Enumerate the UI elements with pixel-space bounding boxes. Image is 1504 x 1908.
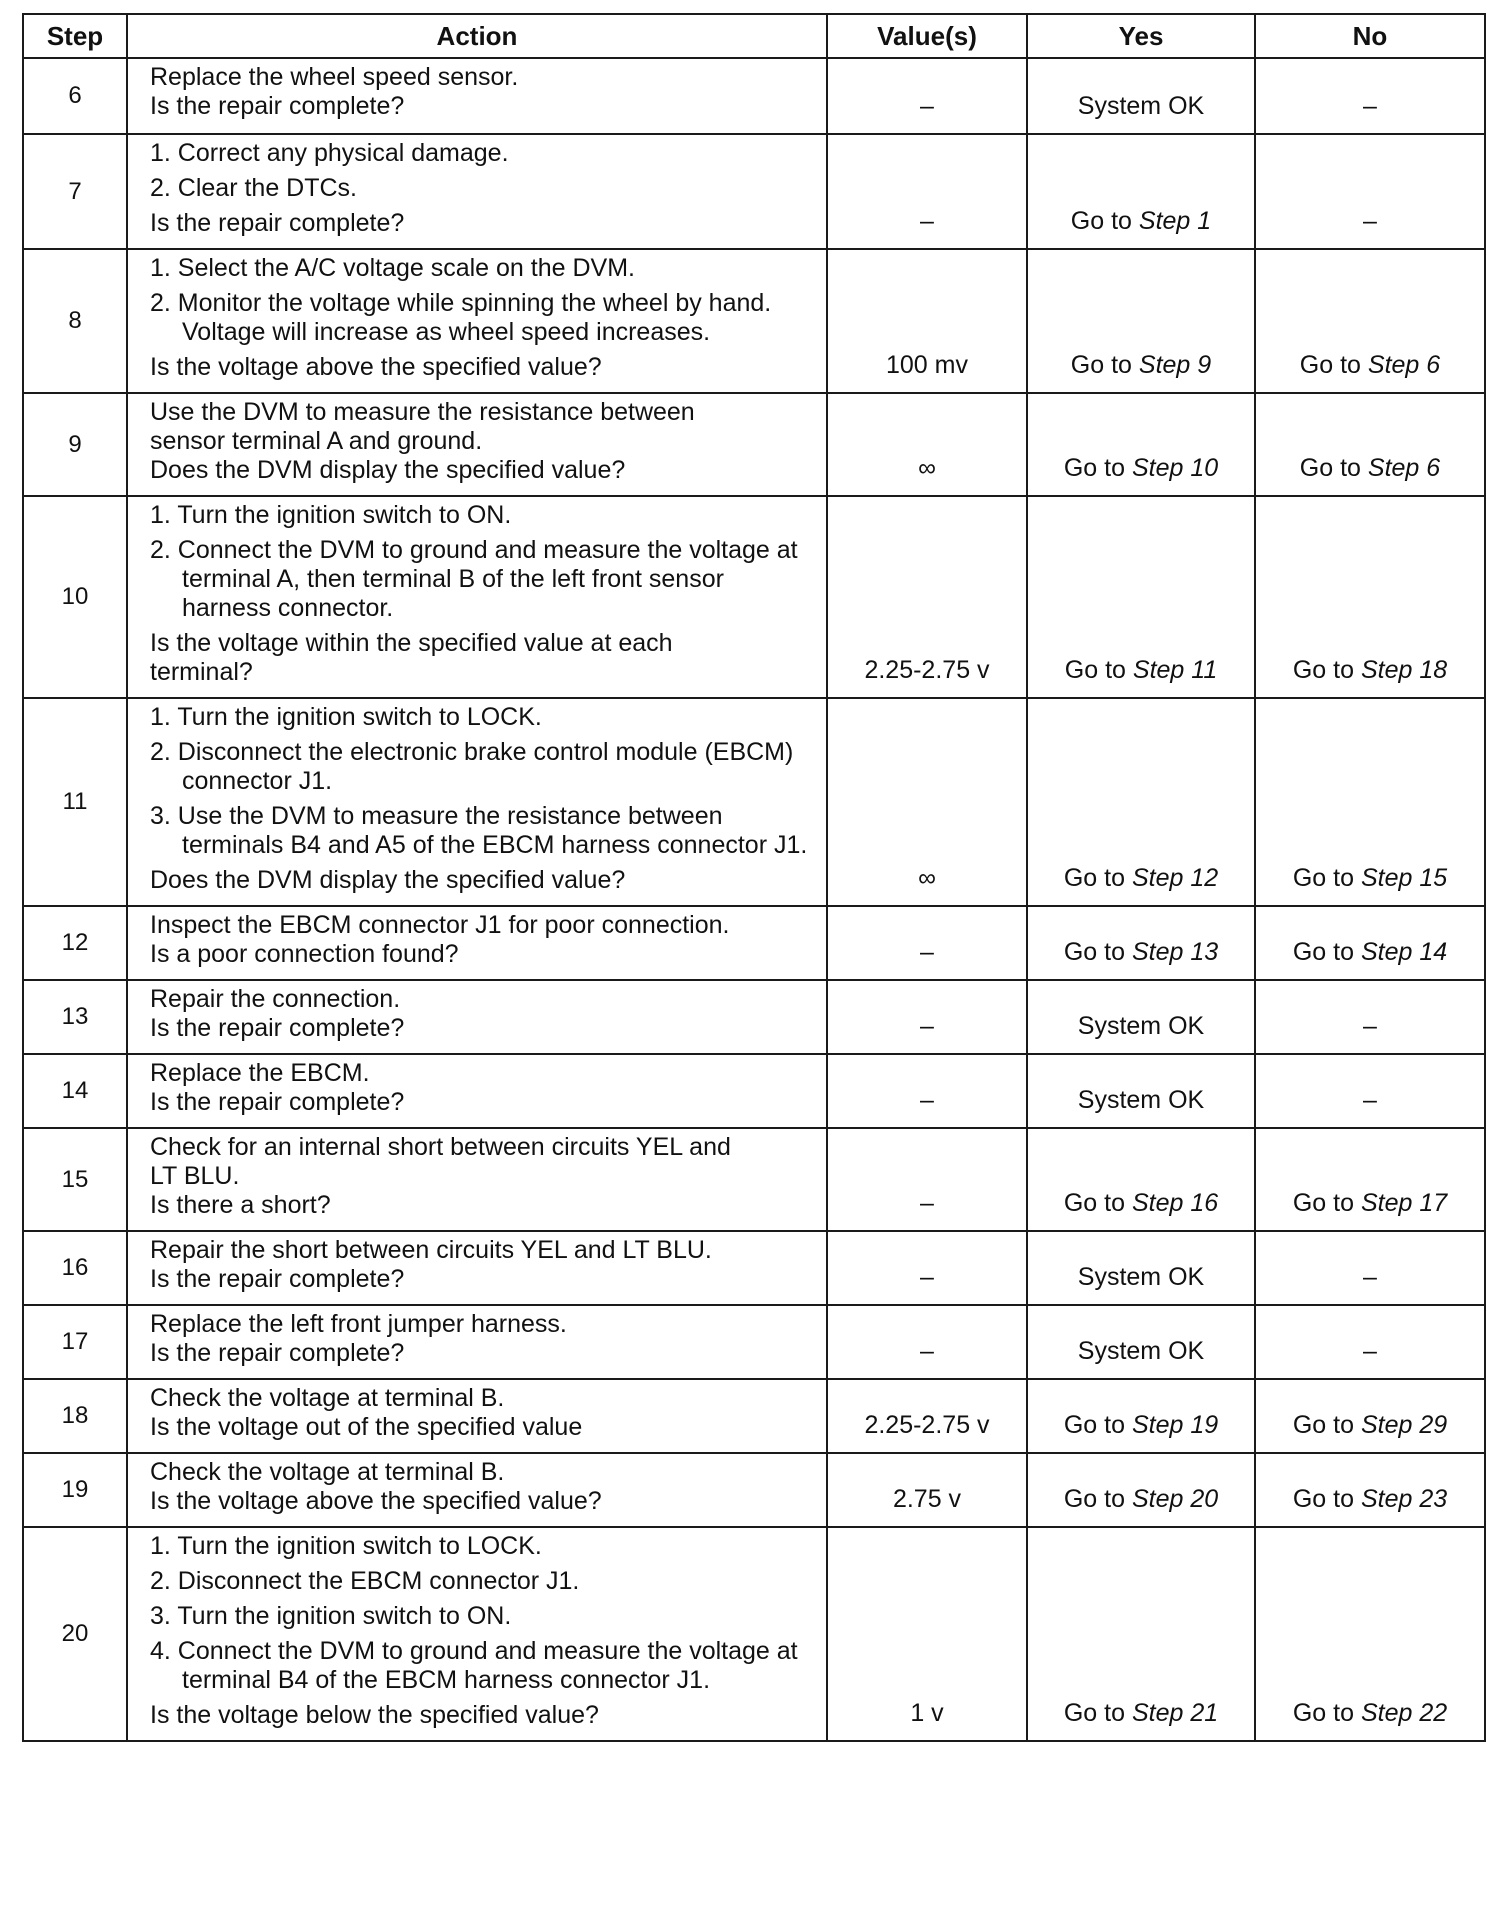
action-question: Is the repair complete? [150, 1339, 405, 1367]
no-cell [1255, 1054, 1485, 1128]
no-cell-text: – [1363, 1263, 1377, 1291]
step-cell: 13 [23, 980, 127, 1054]
yes-cell [1027, 134, 1255, 249]
no-cell-text: Go to [1292, 1189, 1354, 1217]
yes-cell-text: Go to [1063, 1189, 1125, 1217]
table-row [23, 698, 1485, 906]
yes-cell-text: Go to [1070, 207, 1132, 235]
no-cell-step-ref: Step 17 [1360, 1189, 1448, 1217]
yes-cell-text: Go to [1063, 454, 1125, 482]
step-cell: 12 [23, 906, 127, 980]
yes-cell [1027, 906, 1255, 980]
action-question: Is the repair complete? [150, 209, 405, 237]
yes-cell [1027, 1054, 1255, 1128]
table-row [23, 1305, 1485, 1379]
yes-cell-step-ref: Step 10 [1131, 454, 1219, 482]
no-cell [1255, 1453, 1485, 1527]
yes-cell-step-ref: Step 1 [1138, 207, 1212, 235]
table-row [23, 1231, 1485, 1305]
header-yes: Yes [1027, 14, 1255, 58]
action-cell [127, 1231, 827, 1305]
no-cell [1255, 980, 1485, 1054]
yes-cell [1027, 496, 1255, 698]
diagnostic-table [22, 13, 1486, 1742]
no-cell-text: Go to [1292, 1699, 1354, 1727]
action-step-item: 3. Turn the ignition switch to ON. [150, 1602, 512, 1630]
action-step-item: 1. Turn the ignition switch to LOCK. [150, 1532, 542, 1560]
no-cell-text: Go to [1292, 1411, 1354, 1439]
yes-cell [1027, 393, 1255, 496]
no-cell-text: – [1363, 92, 1377, 120]
header-step: Step [23, 14, 127, 58]
action-cell [127, 496, 827, 698]
action-question: Is the voltage above the specified value? [150, 353, 602, 381]
yes-cell-text: Go to [1070, 351, 1132, 379]
action-cell [127, 1128, 827, 1231]
step-cell: 10 [23, 496, 127, 698]
value-cell: 100 mv [827, 249, 1027, 393]
action-cell [127, 698, 827, 906]
no-cell-text: – [1363, 1086, 1377, 1114]
header-action: Action [127, 14, 827, 58]
action-question: Is the voltage above the specified value? [150, 1487, 602, 1515]
action-cell [127, 1379, 827, 1453]
action-text: Check for an internal short between circuits YEL and [150, 1133, 731, 1161]
yes-cell [1027, 1231, 1255, 1305]
yes-cell-text: Go to [1063, 1485, 1125, 1513]
no-cell-step-ref: Step 6 [1367, 454, 1441, 482]
action-step-item: 2. Disconnect the EBCM connector J1. [150, 1567, 580, 1595]
action-text: sensor terminal A and ground. [150, 427, 483, 455]
action-step-item: 1. Turn the ignition switch to ON. [150, 501, 512, 529]
action-text: Check the voltage at terminal B. [150, 1458, 505, 1486]
yes-cell-step-ref: Step 9 [1138, 351, 1212, 379]
yes-cell-step-ref: Step 16 [1131, 1189, 1219, 1217]
yes-cell-text: System OK [1077, 1263, 1205, 1291]
table-row [23, 58, 1485, 134]
action-question: Is the repair complete? [150, 1265, 405, 1293]
no-cell-text: Go to [1292, 656, 1354, 684]
yes-cell-step-ref: Step 11 [1132, 656, 1218, 684]
yes-cell-text: System OK [1077, 1086, 1205, 1114]
step-cell: 7 [23, 134, 127, 249]
action-step-item: 3. Use the DVM to measure the resistance between terminals B4 and A5 of the EBCM harness connector J1. [150, 802, 808, 859]
table-row [23, 134, 1485, 249]
action-question: Is the voltage out of the specified value [150, 1413, 583, 1441]
yes-cell-step-ref: Step 21 [1131, 1699, 1219, 1727]
action-step-item: 1. Correct any physical damage. [150, 139, 509, 167]
yes-cell [1027, 249, 1255, 393]
no-cell-step-ref: Step 6 [1367, 351, 1441, 379]
value-cell: – [827, 1305, 1027, 1379]
no-cell-text: – [1363, 1012, 1377, 1040]
no-cell [1255, 1379, 1485, 1453]
table-row [23, 249, 1485, 393]
yes-cell-step-ref: Step 20 [1131, 1485, 1219, 1513]
yes-cell [1027, 58, 1255, 134]
action-step-item: 4. Connect the DVM to ground and measure the voltage at terminal B4 of the EBCM harness connector J1. [150, 1637, 798, 1694]
action-steps-list [150, 254, 816, 347]
yes-cell-text: System OK [1077, 1012, 1205, 1040]
action-text: Repair the short between circuits YEL and LT BLU. [150, 1236, 712, 1264]
action-question: Is the repair complete? [150, 1088, 405, 1116]
no-cell [1255, 393, 1485, 496]
action-question: Is the repair complete? [150, 92, 405, 120]
yes-cell [1027, 1527, 1255, 1741]
step-cell: 11 [23, 698, 127, 906]
action-text: Replace the wheel speed sensor. [150, 63, 519, 91]
action-cell [127, 134, 827, 249]
value-cell: 2.25-2.75 v [827, 1379, 1027, 1453]
action-step-item: 2. Monitor the voltage while spinning the wheel by hand. Voltage will increase as wheel speed increases. [150, 289, 772, 346]
table-row [23, 1379, 1485, 1453]
action-question: terminal? [150, 658, 253, 686]
no-cell [1255, 249, 1485, 393]
action-cell [127, 393, 827, 496]
yes-cell [1027, 980, 1255, 1054]
yes-cell-text: Go to [1063, 864, 1125, 892]
action-cell [127, 58, 827, 134]
no-cell [1255, 1305, 1485, 1379]
action-question: Is the voltage within the specified value at each [150, 629, 673, 657]
table-row [23, 980, 1485, 1054]
yes-cell-text: Go to [1063, 938, 1125, 966]
no-cell-step-ref: Step 14 [1360, 938, 1448, 966]
no-cell-text: Go to [1299, 351, 1361, 379]
yes-cell-text: System OK [1077, 1337, 1205, 1365]
action-question: Is there a short? [150, 1191, 331, 1219]
action-cell [127, 1305, 827, 1379]
no-cell-text: – [1363, 1337, 1377, 1365]
header-no: No [1255, 14, 1485, 58]
no-cell-step-ref: Step 18 [1360, 656, 1448, 684]
yes-cell [1027, 1128, 1255, 1231]
no-cell-text: Go to [1292, 1485, 1354, 1513]
action-question: Is a poor connection found? [150, 940, 459, 968]
step-cell: 20 [23, 1527, 127, 1741]
action-cell [127, 249, 827, 393]
value-cell: ∞ [827, 393, 1027, 496]
table-row [23, 906, 1485, 980]
action-steps-list [150, 703, 816, 860]
action-question: Does the DVM display the specified value? [150, 456, 626, 484]
yes-cell-step-ref: Step 13 [1131, 938, 1219, 966]
no-cell [1255, 134, 1485, 249]
yes-cell-text: System OK [1077, 92, 1205, 120]
yes-cell [1027, 1379, 1255, 1453]
action-text: Replace the left front jumper harness. [150, 1310, 567, 1338]
no-cell [1255, 698, 1485, 906]
action-cell [127, 1527, 827, 1741]
yes-cell [1027, 1305, 1255, 1379]
action-text: LT BLU. [150, 1162, 240, 1190]
action-step-item: 2. Clear the DTCs. [150, 174, 358, 202]
no-cell [1255, 1231, 1485, 1305]
action-cell [127, 906, 827, 980]
action-text: Inspect the EBCM connector J1 for poor connection. [150, 911, 730, 939]
no-cell [1255, 496, 1485, 698]
action-question: Is the voltage below the specified value? [150, 1701, 599, 1729]
no-cell-text: – [1363, 207, 1377, 235]
step-cell: 9 [23, 393, 127, 496]
action-question: Does the DVM display the specified value? [150, 866, 626, 894]
yes-cell [1027, 1453, 1255, 1527]
action-step-item: 1. Turn the ignition switch to LOCK. [150, 703, 542, 731]
table-row [23, 1128, 1485, 1231]
action-text: Use the DVM to measure the resistance between [150, 398, 695, 426]
header-row [23, 14, 1485, 58]
action-text: Repair the connection. [150, 985, 401, 1013]
step-cell: 14 [23, 1054, 127, 1128]
step-cell: 17 [23, 1305, 127, 1379]
no-cell [1255, 1527, 1485, 1741]
value-cell: 2.75 v [827, 1453, 1027, 1527]
action-step-item: 2. Disconnect the electronic brake control module (EBCM) connector J1. [150, 738, 794, 795]
step-cell: 8 [23, 249, 127, 393]
action-steps-list [150, 501, 816, 623]
action-cell [127, 1054, 827, 1128]
step-cell: 16 [23, 1231, 127, 1305]
value-cell: 2.25-2.75 v [827, 496, 1027, 698]
no-cell-text: Go to [1292, 938, 1354, 966]
yes-cell-text: Go to [1064, 656, 1126, 684]
no-cell-step-ref: Step 15 [1360, 864, 1448, 892]
value-cell: – [827, 58, 1027, 134]
header-values: Value(s) [827, 14, 1027, 58]
step-cell: 18 [23, 1379, 127, 1453]
no-cell [1255, 58, 1485, 134]
value-cell: ∞ [827, 698, 1027, 906]
action-steps-list [150, 139, 816, 203]
value-cell: – [827, 1231, 1027, 1305]
no-cell [1255, 1128, 1485, 1231]
yes-cell-step-ref: Step 12 [1131, 864, 1219, 892]
action-step-item: 2. Connect the DVM to ground and measure the voltage at terminal A, then terminal B of the left front sensor harness connector. [150, 536, 798, 622]
action-steps-list [150, 1532, 816, 1695]
no-cell-step-ref: Step 23 [1360, 1485, 1448, 1513]
action-cell [127, 980, 827, 1054]
value-cell: – [827, 906, 1027, 980]
yes-cell [1027, 698, 1255, 906]
no-cell [1255, 906, 1485, 980]
table-body [23, 58, 1485, 1741]
value-cell: 1 v [827, 1527, 1027, 1741]
action-step-item: 1. Select the A/C voltage scale on the DVM. [150, 254, 635, 282]
no-cell-text: Go to [1299, 454, 1361, 482]
table-row [23, 496, 1485, 698]
table-row [23, 1054, 1485, 1128]
value-cell: – [827, 134, 1027, 249]
step-cell: 19 [23, 1453, 127, 1527]
table-row [23, 1527, 1485, 1741]
step-cell: 15 [23, 1128, 127, 1231]
no-cell-step-ref: Step 29 [1360, 1411, 1448, 1439]
no-cell-text: Go to [1292, 864, 1354, 892]
action-text: Check the voltage at terminal B. [150, 1384, 505, 1412]
yes-cell-text: Go to [1063, 1699, 1125, 1727]
value-cell: – [827, 1128, 1027, 1231]
action-text: Replace the EBCM. [150, 1059, 370, 1087]
yes-cell-text: Go to [1063, 1411, 1125, 1439]
yes-cell-step-ref: Step 19 [1131, 1411, 1219, 1439]
value-cell: – [827, 980, 1027, 1054]
value-cell: – [827, 1054, 1027, 1128]
step-cell: 6 [23, 58, 127, 134]
table-row [23, 393, 1485, 496]
no-cell-step-ref: Step 22 [1360, 1699, 1448, 1727]
action-question: Is the repair complete? [150, 1014, 405, 1042]
table-row [23, 1453, 1485, 1527]
action-cell [127, 1453, 827, 1527]
